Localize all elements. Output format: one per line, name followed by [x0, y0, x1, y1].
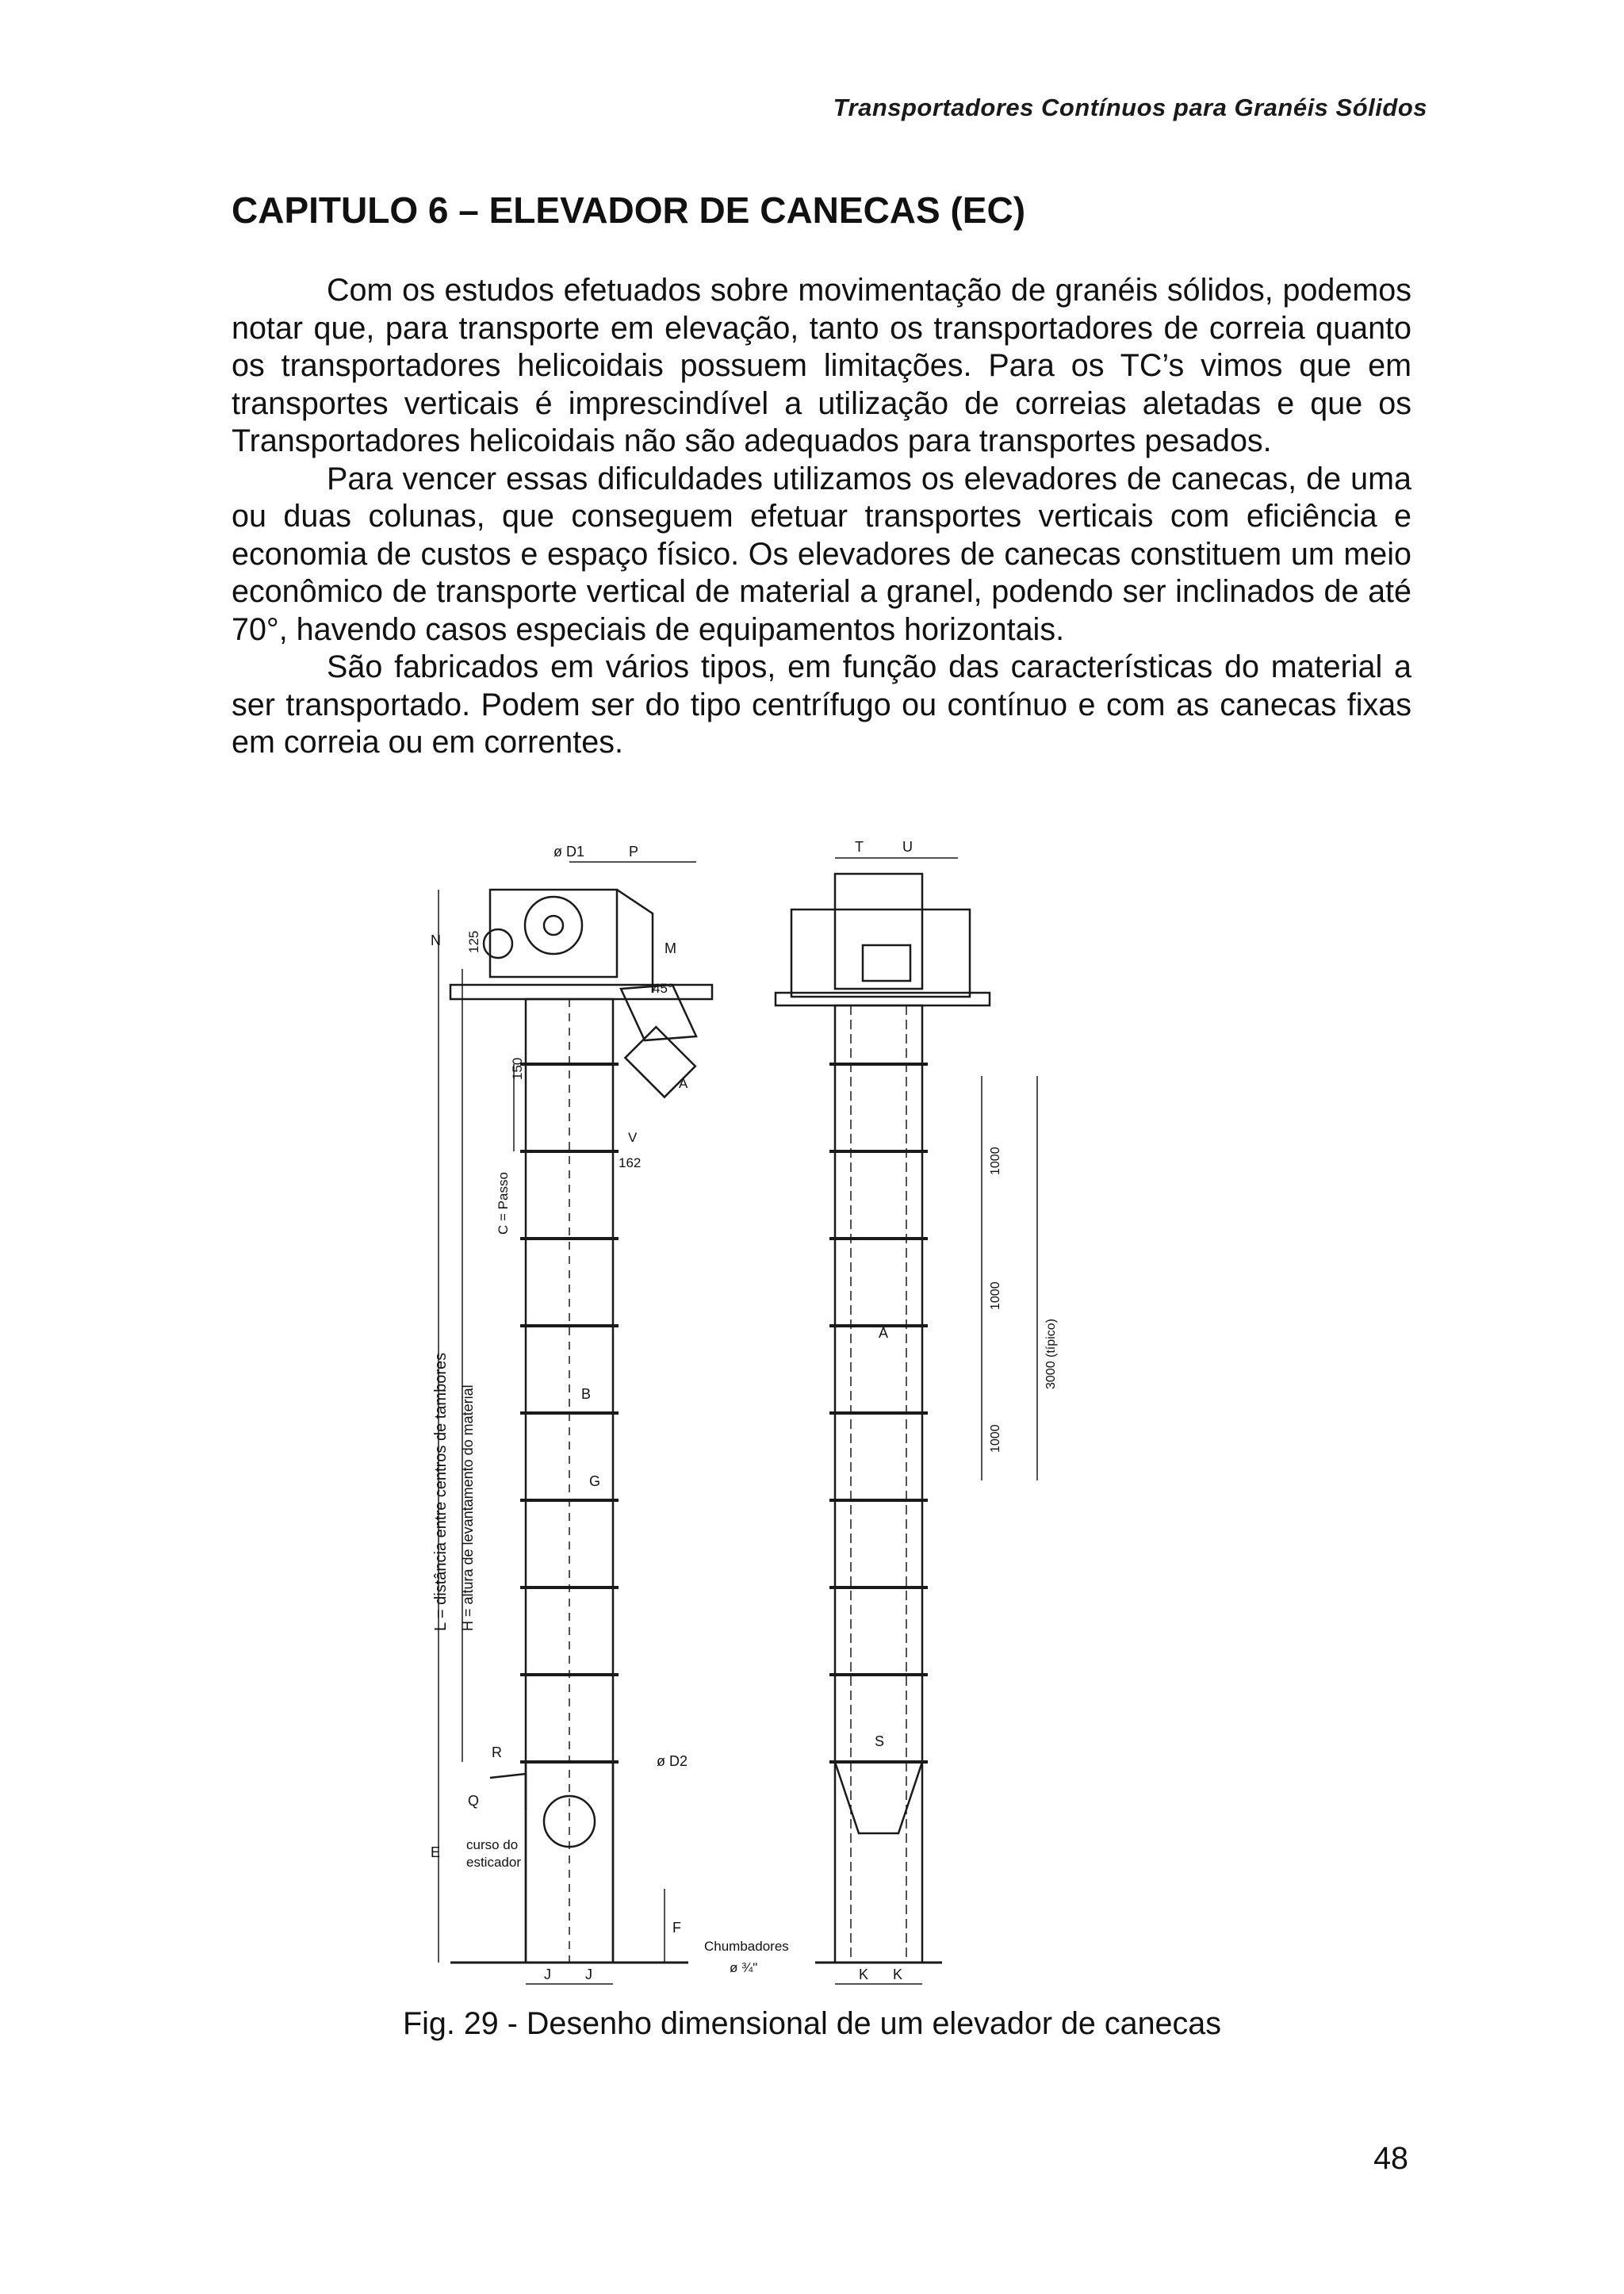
technical-drawing [431, 834, 1148, 1988]
drive-motor [484, 929, 512, 958]
label-chumbadores: Chumbadores [704, 1939, 789, 1954]
casing-flanges-side [829, 1064, 928, 1762]
bucket-elevator-drawing [431, 834, 1148, 1988]
drive-assembly [791, 910, 970, 997]
label-curso-do: curso do [466, 1837, 519, 1852]
gear-motor [863, 945, 910, 981]
label-d1: ø D1 [553, 844, 585, 860]
paragraph: Com os estudos efetuados sobre movimentação de granéis sólidos, podemos notar que, para transporte em elevação, tanto os transportadores de correia quanto os transportadores helicoidais possuem limitações. Para os TC’s vimos que em transportes verticais é imprescindível a utilização de correias aletadas e que os Transportadores helicoidais não são adequados para transportes pesados. [232, 273, 1411, 458]
body-text [232, 272, 1411, 762]
label-3000-typical: 3000 (típico) [1044, 1319, 1058, 1389]
label-s: S [875, 1733, 885, 1749]
boot-hopper [835, 1762, 922, 1833]
label-125: 125 [466, 930, 481, 953]
head-section-side [835, 874, 922, 989]
label-v: V [628, 1130, 638, 1145]
label-k-left: K [859, 1967, 869, 1982]
left-elevator-view [439, 862, 712, 1984]
label-1000-b: 1000 [989, 1281, 1002, 1310]
label-e: E [431, 1844, 441, 1860]
head-hood [617, 890, 653, 993]
label-u: U [902, 839, 913, 855]
label-150: 150 [510, 1057, 525, 1080]
page-number: 48 [1373, 2141, 1408, 2176]
label-f: F [672, 1920, 681, 1936]
label-1000-a: 1000 [989, 1147, 1002, 1175]
figure-caption: Fig. 29 - Desenho dimensional de um elevador de canecas [403, 2006, 1221, 2041]
label-g: G [589, 1473, 601, 1489]
label-162: 162 [619, 1155, 642, 1170]
label-j-right: J [585, 1967, 592, 1982]
label-q: Q [468, 1793, 480, 1809]
label-n: N [431, 933, 441, 948]
casing-side [835, 1005, 922, 1963]
label-b: B [581, 1386, 592, 1402]
label-d2: ø D2 [657, 1753, 688, 1769]
label-l-distance: L = distância entre centros de tambores [432, 1352, 450, 1631]
label-t: T [855, 839, 864, 855]
running-header: Transportadores Contínuos para Granéis Sólidos [833, 94, 1427, 121]
label-a-outlet: A [679, 1076, 688, 1091]
label-chumbador-size: ø ¾" [730, 1960, 758, 1975]
label-45-degrees: 45° [653, 981, 673, 996]
label-r: R [492, 1744, 502, 1760]
label-1000-c: 1000 [989, 1424, 1002, 1453]
head-pulley [525, 897, 582, 954]
chapter-title: CAPITULO 6 – ELEVADOR DE CANECAS (EC) [232, 190, 1026, 231]
label-c-passo: C = Passo [496, 1172, 511, 1235]
label-k-right: K [893, 1967, 903, 1982]
label-p: P [629, 844, 639, 860]
label-h-height: H = altura de levantamento do material [460, 1384, 476, 1631]
label-esticador: esticador [466, 1855, 521, 1870]
label-a: A [879, 1325, 889, 1341]
inlet-chute [490, 1774, 526, 1810]
label-m: M [665, 940, 676, 956]
head-pulley-hub [544, 916, 563, 935]
head-platform-side [776, 993, 990, 1005]
paragraph: Para vencer essas dificuldades utilizamos os elevadores de canecas, de uma ou duas colunas, que conseguem efetuar transportes verticais com eficiência e economia de custos e espaço físico. Os elevadores de canecas constituem um meio econômico de transporte vertical de material a granel, podendo ser inclinados de até 70°, havendo casos especiais de equipamentos horizontais. [232, 461, 1411, 647]
label-j-left: J [544, 1967, 551, 1982]
paragraph: São fabricados em vários tipos, em função das características do material a ser transportado. Podem ser do tipo centrífugo ou contínuo e com as canecas fixas em correia ou em correntes. [232, 649, 1411, 760]
right-elevator-view [776, 858, 1037, 1984]
